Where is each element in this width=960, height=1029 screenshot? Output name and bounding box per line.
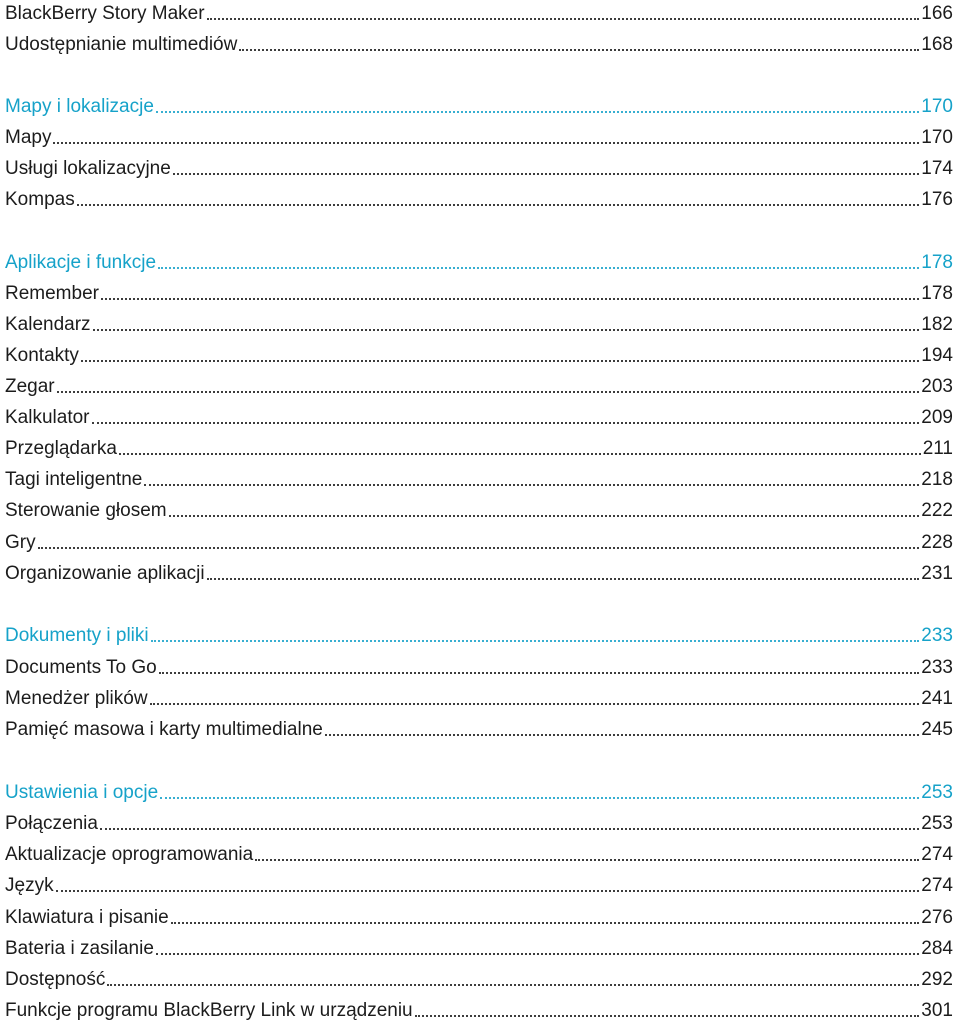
toc-entry[interactable] [5,156,953,180]
toc-page-number: 176 [921,189,953,210]
toc-entry-label: Połączenia [5,813,98,834]
toc-entry[interactable] [5,343,953,367]
toc-page-number: 178 [921,252,953,273]
dot-leader [160,797,919,799]
toc-entry-label: Aplikacje i funkcje [5,252,157,273]
dot-leader [158,267,919,269]
toc-page-number: 274 [921,844,953,865]
toc-entry-label: Tagi inteligentne [5,469,143,490]
toc-entry[interactable] [5,686,953,710]
toc-entry-label: Documents To Go [5,657,157,678]
toc-page-number: 301 [921,1000,953,1021]
toc-entry-label: Udostępnianie multimediów [5,34,238,55]
toc-page-number: 203 [921,376,953,397]
toc-entry-label: Gry [5,532,36,553]
dot-leader [56,890,920,892]
toc-page-number: 166 [921,3,953,24]
toc-entry-label: Sterowanie głosem [5,500,167,521]
toc-entry[interactable] [5,498,953,522]
toc-page-number: 274 [921,875,953,896]
toc-entry-label: Dostępność [5,969,106,990]
toc-entry[interactable] [5,905,953,929]
toc-page-number: 168 [921,34,953,55]
toc-entry[interactable] [5,374,953,398]
dot-leader [150,703,920,705]
toc-entry-label: Ustawienia i opcje [5,782,159,803]
dot-leader [173,173,920,175]
toc-entry-label: Mapy [5,127,52,148]
dot-leader [415,1015,920,1017]
toc-page-number: 241 [921,688,953,709]
dot-leader [107,984,919,986]
toc-page-number: 276 [921,907,953,928]
dot-leader [255,859,919,861]
toc-section-heading[interactable] [5,250,953,274]
toc-entry[interactable] [5,842,953,866]
toc-page-number: 194 [921,345,953,366]
dot-leader [159,672,920,674]
toc-section-heading[interactable] [5,780,953,804]
dot-leader [100,828,919,830]
toc-entry[interactable] [5,312,953,336]
dot-leader [57,391,920,393]
toc-page-number: 218 [921,469,953,490]
toc-page-number: 222 [921,500,953,521]
toc-entry[interactable] [5,717,953,741]
dot-leader [239,49,919,51]
dot-leader [207,18,920,20]
toc-page-number: 284 [921,938,953,959]
toc-entry[interactable] [5,32,953,56]
toc-entry-label: Język [5,875,54,896]
toc-entry[interactable] [5,998,953,1022]
dot-leader [53,142,919,144]
dot-leader [38,547,920,549]
toc-entry-label: BlackBerry Story Maker [5,3,205,24]
toc-entry[interactable] [5,811,953,835]
toc-entry-label: Usługi lokalizacyjne [5,158,171,179]
toc-page-number: 292 [921,969,953,990]
toc-page-number: 228 [921,532,953,553]
dot-leader [156,953,919,955]
toc-entry[interactable] [5,530,953,554]
toc-entry-label: Kalkulator [5,407,90,428]
toc-entry[interactable] [5,655,953,679]
dot-leader [325,734,919,736]
dot-leader [207,578,920,580]
toc-entry[interactable] [5,436,953,460]
toc-page-number: 209 [921,407,953,428]
dot-leader [93,329,920,331]
toc-entry-label: Kalendarz [5,314,91,335]
toc-entry[interactable] [5,873,953,897]
toc-entry-label: Menedżer plików [5,688,148,709]
toc-entry-label: Przeglądarka [5,438,117,459]
toc-entry[interactable] [5,405,953,429]
toc-entry[interactable] [5,467,953,491]
toc-entry[interactable] [5,561,953,585]
dot-leader [144,484,919,486]
toc-entry-label: Mapy i lokalizacje [5,96,154,117]
toc-entry-label: Bateria i zasilanie [5,938,154,959]
toc-entry[interactable] [5,281,953,305]
toc-entry-label: Remember [5,283,99,304]
toc-entry-label: Organizowanie aplikacji [5,563,205,584]
toc-entry[interactable] [5,1,953,25]
toc-entry-label: Kompas [5,189,75,210]
toc-page-number: 170 [921,96,953,117]
dot-leader [77,204,920,206]
toc-entry-label: Zegar [5,376,55,397]
toc-page-number: 231 [921,563,953,584]
dot-leader [101,298,919,300]
toc-page-number: 233 [921,657,953,678]
toc-page-number: 174 [921,158,953,179]
toc-section-heading[interactable] [5,623,953,647]
toc-entry-label: Aktualizacje oprogramowania [5,844,254,865]
dot-leader [151,640,920,642]
dot-leader [156,111,919,113]
toc-page-number: 178 [921,283,953,304]
toc-page-number: 253 [921,813,953,834]
toc-entry-label: Funkcje programu BlackBerry Link w urządzeniu [5,1000,413,1021]
dot-leader [81,360,919,362]
toc-entry-label: Pamięć masowa i karty multimedialne [5,719,323,740]
toc-entry[interactable] [5,125,953,149]
toc-page-number: 245 [921,719,953,740]
dot-leader [171,922,920,924]
toc-entry-label: Kontakty [5,345,79,366]
dot-leader [92,422,920,424]
dot-leader [119,453,921,455]
toc-entry[interactable] [5,967,953,991]
toc-page-number: 182 [921,314,953,335]
toc-entry[interactable] [5,187,953,211]
toc-entry-label: Klawiatura i pisanie [5,907,169,928]
toc-entry[interactable] [5,936,953,960]
toc-page-number: 170 [921,127,953,148]
dot-leader [169,515,920,517]
toc-page-number: 253 [921,782,953,803]
toc-page-number: 211 [922,438,953,459]
toc-entry-label: Dokumenty i pliki [5,625,149,646]
toc-page-number: 233 [921,625,953,646]
toc-section-heading[interactable] [5,94,953,118]
